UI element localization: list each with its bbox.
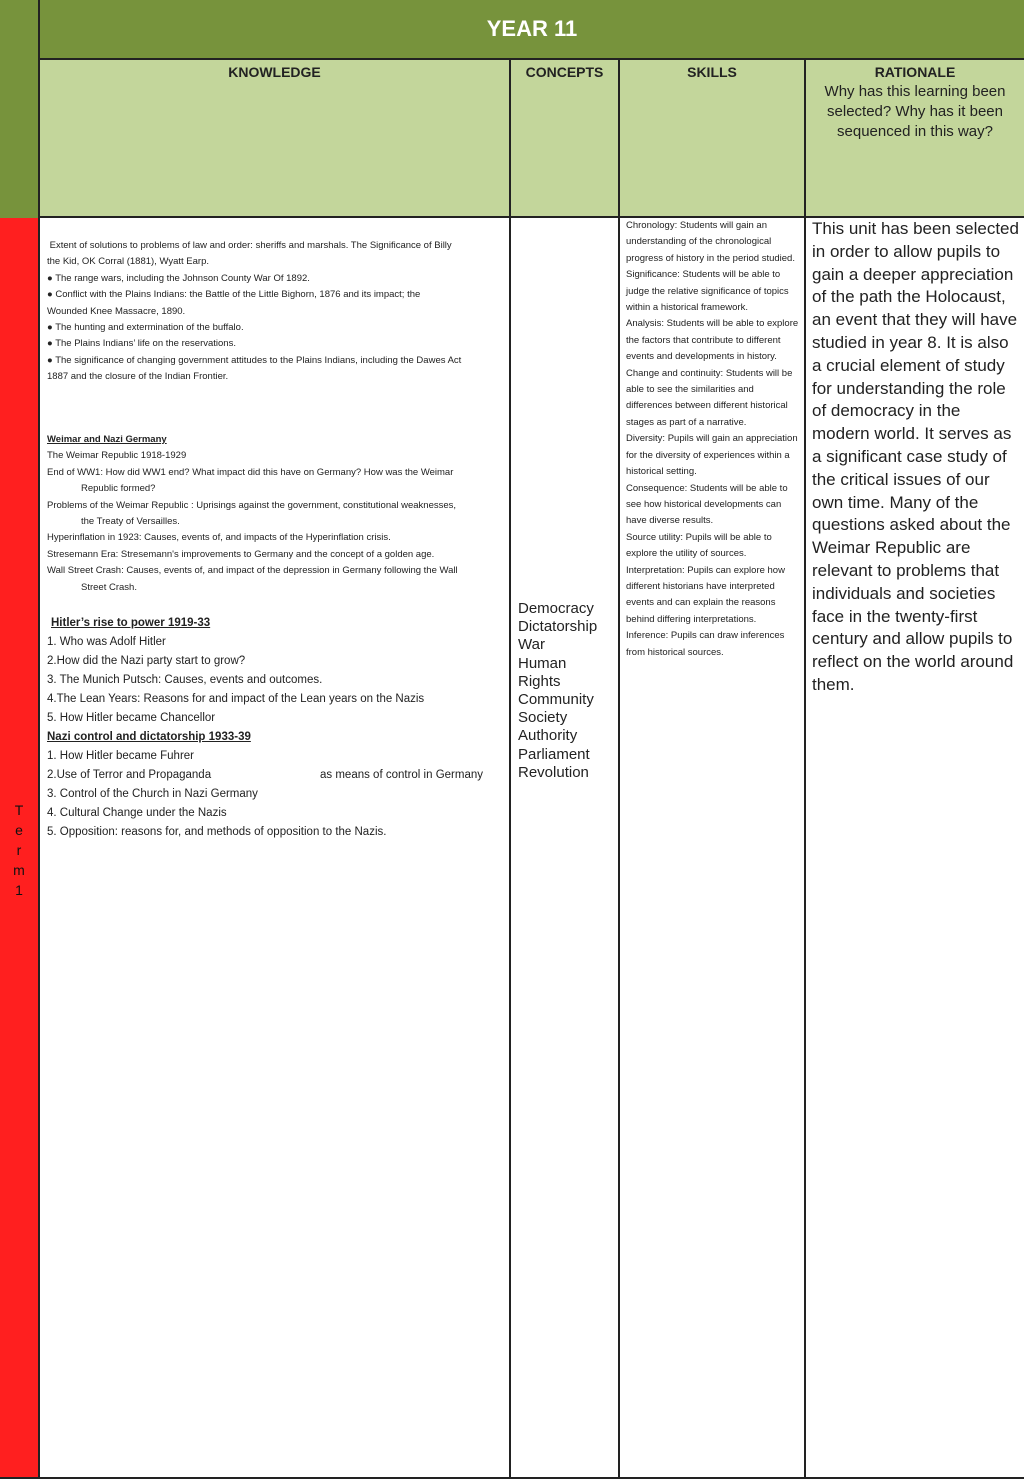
skill-item: Diversity: Pupils will gain an appreciation for the diversity of experiences within a historical setting. (626, 433, 798, 478)
term-label (0, 800, 38, 900)
knowledge-line: 4. Cultural Change under the Nazis (47, 807, 227, 819)
term-char: T (14, 802, 24, 818)
skill-item: Chronology: Students will gain an understanding of the chronological progress of history in the period studied. (626, 220, 795, 264)
concepts-list (518, 600, 618, 782)
knowledge-header-label: KNOWLEDGE (228, 64, 321, 80)
skills-header (620, 60, 806, 218)
concept-item: Community (518, 691, 594, 709)
left-strip-header (0, 0, 40, 218)
term-char: e (15, 822, 23, 838)
skills-list (626, 218, 800, 661)
concept-item: Society (518, 709, 568, 727)
concept-item: Dictatorship (518, 618, 598, 636)
knowledge-line: 5. How Hitler became Chancellor (47, 712, 216, 724)
concepts-header (511, 60, 620, 218)
concept-item: Authority (518, 727, 578, 745)
knowledge-line: Wall Street Crash: Causes, events of, and impact of the depression in Germany following the Wall (47, 565, 458, 577)
knowledge-line: ● The Plains Indians’ life on the reservations. (47, 338, 236, 350)
knowledge-line: 1. How Hitler became Fuhrer (47, 750, 194, 762)
rationale-header-label: RATIONALE (874, 64, 956, 80)
knowledge-line: Problems of the Weimar Republic : Uprisings against the government, constitutional weaknesses, (47, 499, 457, 511)
knowledge-line: the Treaty of Versailles. (81, 516, 180, 528)
knowledge-line: 2.How did the Nazi party start to grow? (47, 655, 246, 667)
term-cell (0, 218, 40, 1479)
weimar-heading: Weimar and Nazi Germany (47, 434, 167, 445)
skill-item: Significance: Students will be able to judge the relative significance of topics within a historical framework. (626, 269, 789, 314)
skill-item: Source utility: Pupils will be able to explore the utility of sources. (626, 531, 772, 560)
weimar-block (47, 432, 507, 596)
concept-item: Parliament (518, 745, 590, 763)
knowledge-line: 4.The Lean Years: Reasons for and impact of the Lean years on the Nazis (47, 693, 425, 705)
knowledge-line: 3. The Munich Putsch: Causes, events and outcomes. (47, 674, 323, 686)
knowledge-line: ● Conflict with the Plains Indians: the Battle of the Little Bighorn, 1876 and its impact; the (47, 289, 421, 301)
year-header (40, 0, 1024, 60)
american-west-block (47, 238, 507, 386)
knowledge-line: The Weimar Republic 1918-1929 (47, 450, 187, 462)
concept-item: War (518, 636, 545, 654)
rationale-cell (806, 218, 1024, 1479)
knowledge-line: 3. Control of the Church in Nazi Germany (47, 788, 258, 800)
nazi-item-2-suffix: as means of control in Germany (320, 769, 483, 781)
knowledge-line: ● The significance of changing government attitudes to the Plains Indians, including the Dawes Act (47, 354, 462, 366)
knowledge-header (40, 60, 511, 218)
knowledge-line: 1887 and the closure of the Indian Frontier. (47, 371, 229, 383)
term-char: 1 (15, 882, 23, 898)
skill-item: Consequence: Students will be able to see how historical developments can have diverse results. (626, 482, 788, 527)
concept-item: Human (518, 654, 567, 672)
nazi-heading: Nazi control and dictatorship 1933-39 (47, 731, 251, 743)
knowledge-line: ● The range wars, including the Johnson County War Of 1892. (47, 272, 310, 284)
skills-header-label: SKILLS (687, 64, 737, 80)
skills-cell (620, 218, 806, 1479)
knowledge-line: Street Crash. (81, 581, 137, 593)
knowledge-line: Stresemann Era: Stresemann's improvements to Germany and the concept of a golden age. (47, 548, 435, 560)
hitler-block (47, 614, 507, 842)
concepts-header-label: CONCEPTS (525, 64, 604, 80)
knowledge-line: End of WW1: How did WW1 end? What impact did this have on Germany? How was the Weimar (47, 466, 454, 478)
knowledge-line: ● The hunting and extermination of the buffalo. (47, 322, 244, 334)
knowledge-line: 1. Who was Adolf Hitler (47, 636, 166, 648)
concept-item: Revolution (518, 763, 589, 781)
skill-item: Analysis: Students will be able to explore the factors that contribute to different events and developments in history. (626, 318, 799, 363)
skill-item: Inference: Pupils can draw inferences from historical sources. (626, 630, 785, 658)
concepts-cell (511, 218, 620, 1479)
knowledge-line: 5. Opposition: reasons for, and methods of opposition to the Nazis. (47, 826, 387, 838)
knowledge-line (47, 766, 507, 785)
rationale-question: Why has this learning been selected? Why has it been sequenced in this way? (824, 83, 1006, 140)
year-title: YEAR 11 (486, 16, 578, 41)
nazi-item-2: 2.Use of Terror and Propaganda (47, 769, 212, 781)
knowledge-line: Hyperinflation in 1923: Causes, events of, and impacts of the Hyperinflation crisis. (47, 532, 391, 544)
skill-item: Change and continuity: Students will be able to see the similarities and differences between different historical stages as part of a narrative. (626, 367, 793, 428)
knowledge-cell (40, 218, 511, 1479)
skill-item: Interpretation: Pupils can explore how different historians have interpreted events and can explain the reasons behind differing interpretations. (626, 564, 785, 625)
rationale-text: This unit has been selected in order to allow pupils to gain a deeper appreciation of the path the Holocaust, an event that they will have studied in year 8. It is also a crucial element of study for understanding the role of democracy in the modern world. It serves as a significant case study of the critical issues of our own time. Many of the questions asked about the Weimar Republic are relevant to problems that individuals and societies face in the twenty-first century and allow pupils to reflect on the world around them. (812, 219, 1019, 694)
knowledge-line: Wounded Knee Massacre, 1890. (47, 305, 186, 317)
term-char: r (16, 842, 22, 858)
term-char: m (13, 862, 25, 878)
concept-item: Rights (518, 672, 561, 690)
knowledge-line: Extent of solutions to problems of law and order: sheriffs and marshals. The Significance of Billy (47, 240, 452, 251)
rationale-header (806, 60, 1024, 218)
knowledge-line: Republic formed? (81, 483, 156, 495)
knowledge-line: the Kid, OK Corral (1881), Wyatt Earp. (47, 256, 210, 268)
hitler-heading: Hitler’s rise to power 1919-33 (51, 617, 211, 629)
concept-item: Democracy (518, 600, 594, 617)
